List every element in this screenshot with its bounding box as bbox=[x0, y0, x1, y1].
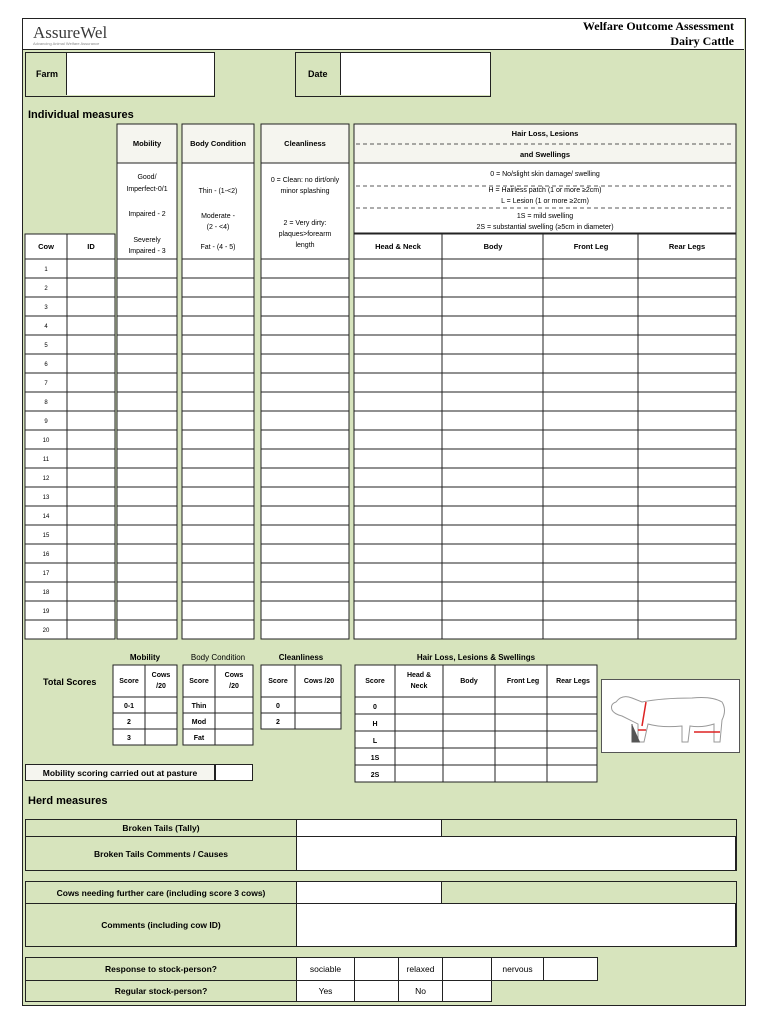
cow-number: 20 bbox=[42, 628, 50, 634]
front-leg-col-header: Front Leg bbox=[573, 242, 609, 251]
cl-key-1: 0 = Clean: no dirt/only bbox=[270, 177, 340, 184]
totals-hair-count-cell[interactable] bbox=[443, 731, 495, 748]
mobility-key-2: Imperfect-0/1 bbox=[126, 186, 168, 193]
totals-clean-score-label: 0 bbox=[276, 703, 280, 710]
totals-hair-count-cell[interactable] bbox=[547, 731, 597, 748]
hair-loss-header-2: and Swellings bbox=[519, 150, 571, 159]
cow-number: 4 bbox=[44, 324, 48, 330]
mob-cows-header-1: Cows bbox=[151, 672, 171, 679]
totals-hair-count-cell[interactable] bbox=[495, 714, 547, 731]
totals-body-count-cell[interactable] bbox=[215, 729, 253, 745]
totals-hair-score-label: H bbox=[372, 721, 378, 728]
totals-body-count-cell[interactable] bbox=[215, 713, 253, 729]
hair-key-5: 2S = substantial swelling (≥5cm in diameter) bbox=[476, 224, 614, 231]
totals-hair-count-cell[interactable] bbox=[547, 714, 597, 731]
cow-col-header: Cow bbox=[38, 242, 54, 251]
cow-number: 16 bbox=[42, 552, 50, 558]
totals-hair-count-cell[interactable] bbox=[495, 697, 547, 714]
cow-number: 2 bbox=[44, 286, 48, 292]
cl-score-header: Score bbox=[268, 678, 288, 685]
pasture-field[interactable] bbox=[215, 764, 253, 781]
rear-legs-col-header: Rear Legs bbox=[668, 242, 706, 251]
totals-hair-header-cell bbox=[395, 665, 443, 697]
totals-hair-count-cell[interactable] bbox=[443, 748, 495, 765]
totals-hair-count-cell[interactable] bbox=[547, 748, 597, 765]
totals-hair-count-cell[interactable] bbox=[395, 731, 443, 748]
cow-number: 15 bbox=[42, 533, 50, 539]
comments-field[interactable] bbox=[296, 903, 736, 947]
broken-tails-comments-label: Broken Tails Comments / Causes bbox=[25, 836, 297, 871]
totals-hair-score-label: L bbox=[372, 738, 378, 745]
totals-hair-score-label: 0 bbox=[373, 704, 377, 711]
relaxed-label: relaxed bbox=[398, 957, 443, 981]
cow-diagram-image bbox=[601, 679, 740, 753]
mobility-key-5: Impaired - 3 bbox=[128, 248, 166, 255]
totals-hair-count-cell[interactable] bbox=[395, 748, 443, 765]
totals-hair-score-label: 1S bbox=[370, 755, 380, 762]
totals-body-score-label: Fat bbox=[193, 735, 205, 742]
hair-key-2: H = Hairless patch (1 or more ≥2cm) bbox=[488, 187, 602, 194]
cleanliness-header: Cleanliness bbox=[284, 139, 326, 148]
hair-head-header-2: Neck bbox=[410, 683, 428, 690]
mob-cows-header-2: /20 bbox=[156, 683, 166, 690]
pasture-label: Mobility scoring carried out at pasture bbox=[25, 764, 215, 781]
assurewel-logo: AssureWel bbox=[33, 23, 108, 42]
bc-key-2: Moderate - bbox=[201, 213, 235, 220]
totals-hair-count-cell[interactable] bbox=[547, 765, 597, 782]
cow-number: 7 bbox=[44, 381, 48, 387]
totals-hair-count-cell[interactable] bbox=[443, 697, 495, 714]
bc-score-header: Score bbox=[189, 678, 209, 685]
mobility-key-4: Severely bbox=[133, 237, 161, 244]
totals-body-count-cell[interactable] bbox=[215, 697, 253, 713]
body-condition-header: Body Condition bbox=[190, 139, 246, 148]
bc-key-1: Thin - (1-<2) bbox=[198, 188, 238, 195]
cow-number: 1 bbox=[44, 267, 48, 273]
cl-key-5: length bbox=[295, 242, 315, 249]
totals-mobility-score-label: 2 bbox=[127, 719, 131, 726]
cl-key-2: minor splashing bbox=[280, 188, 330, 195]
date-label: Date bbox=[308, 69, 328, 79]
totals-mobility-count-cell[interactable] bbox=[145, 713, 177, 729]
totals-body-title: Body Condition bbox=[190, 653, 246, 662]
yes-label: Yes bbox=[296, 980, 355, 1002]
cow-number: 8 bbox=[44, 400, 48, 406]
hair-body-header: Body bbox=[460, 678, 478, 685]
totals-clean-title: Cleanliness bbox=[278, 653, 324, 662]
totals-hair-count-cell[interactable] bbox=[443, 714, 495, 731]
cow-number: 18 bbox=[42, 590, 50, 596]
cow-number: 12 bbox=[42, 476, 50, 482]
response-label: Response to stock-person? bbox=[25, 957, 297, 981]
bc-cows-header-2: /20 bbox=[229, 683, 239, 690]
regular-label: Regular stock-person? bbox=[25, 980, 297, 1002]
farm-label: Farm bbox=[36, 69, 59, 79]
bc-key-4: Fat - (4 - 5) bbox=[200, 244, 236, 251]
head-neck-col-header: Head & Neck bbox=[375, 242, 421, 251]
nervous-field[interactable] bbox=[543, 957, 598, 981]
hair-loss-header-1: Hair Loss, Lesions bbox=[511, 129, 579, 138]
totals-hair-count-cell[interactable] bbox=[495, 765, 547, 782]
cl-key-3: 2 = Very dirty: bbox=[283, 220, 327, 227]
totals-clean-count-cell[interactable] bbox=[295, 697, 341, 713]
totals-hair-count-cell[interactable] bbox=[395, 765, 443, 782]
sociable-field[interactable] bbox=[354, 957, 399, 981]
cow-number: 19 bbox=[42, 609, 50, 615]
sociable-label: sociable bbox=[296, 957, 355, 981]
mobility-header: Mobility bbox=[132, 139, 162, 148]
body-col-header: Body bbox=[483, 242, 503, 251]
cl-cows-header: Cows /20 bbox=[303, 678, 335, 685]
mob-score-header: Score bbox=[119, 678, 139, 685]
no-label: No bbox=[398, 980, 443, 1002]
id-col-header: ID bbox=[87, 242, 95, 251]
hair-front-header: Front Leg bbox=[506, 678, 540, 685]
totals-hair-title: Hair Loss, Lesions & Swellings bbox=[416, 653, 536, 662]
totals-clean-score-label: 2 bbox=[276, 719, 280, 726]
totals-hair-count-cell[interactable] bbox=[395, 714, 443, 731]
hair-rear-header: Rear Legs bbox=[556, 678, 590, 685]
cl-key-4: plaques>forearm bbox=[278, 231, 332, 238]
cow-number: 6 bbox=[44, 362, 48, 368]
totals-hair-count-cell[interactable] bbox=[443, 765, 495, 782]
hair-score-header: Score bbox=[365, 678, 385, 685]
further-care-field[interactable] bbox=[296, 881, 442, 904]
bc-cows-header-1: Cows bbox=[224, 672, 244, 679]
form-title: Welfare Outcome Assessment Dairy Cattle bbox=[582, 19, 734, 48]
totals-mobility-header-cell bbox=[145, 665, 177, 697]
cow-number: 17 bbox=[42, 571, 50, 577]
hair-head-header-1: Head & bbox=[406, 672, 432, 679]
totals-body-score-label: Mod bbox=[191, 719, 207, 726]
totals-mobility-count-cell[interactable] bbox=[145, 697, 177, 713]
individual-measures-title: Individual measures bbox=[28, 109, 134, 121]
cow-number: 10 bbox=[42, 438, 50, 444]
assessment-form bbox=[22, 18, 746, 1006]
comments-label: Comments (including cow ID) bbox=[25, 903, 297, 947]
no-field[interactable] bbox=[442, 980, 492, 1002]
totals-mobility-title: Mobility bbox=[129, 653, 161, 662]
totals-mobility-count-cell[interactable] bbox=[145, 729, 177, 745]
totals-clean-count-cell[interactable] bbox=[295, 713, 341, 729]
further-care-block bbox=[25, 881, 737, 947]
total-scores-label: Total Scores bbox=[43, 677, 97, 687]
cow-number: 14 bbox=[42, 514, 50, 520]
totals-mobility-score-label: 0-1 bbox=[123, 703, 135, 710]
hair-key-1: 0 = No/slight skin damage/ swelling bbox=[490, 171, 600, 178]
totals-body-header-cell bbox=[215, 665, 253, 697]
totals-hair-count-cell[interactable] bbox=[495, 748, 547, 765]
totals-hair-count-cell[interactable] bbox=[395, 697, 443, 714]
cow-number: 3 bbox=[44, 305, 48, 311]
totals-body-score-label: Thin bbox=[191, 703, 207, 710]
cow-number: 13 bbox=[42, 495, 50, 501]
broken-tails-block bbox=[25, 819, 737, 871]
herd-measures-title: Herd measures bbox=[28, 795, 108, 807]
broken-tails-tally-label: Broken Tails (Tally) bbox=[25, 819, 297, 837]
mobility-key-1: Good/ bbox=[137, 174, 157, 181]
yes-field[interactable] bbox=[354, 980, 399, 1002]
broken-tails-comments-field[interactable] bbox=[296, 836, 736, 871]
totals-mobility-score-label: 3 bbox=[127, 735, 131, 742]
totals-hair-count-cell[interactable] bbox=[547, 697, 597, 714]
totals-hair-count-cell[interactable] bbox=[495, 731, 547, 748]
cow-number: 11 bbox=[42, 457, 50, 463]
hair-key-3: L = Lesion (1 or more ≥2cm) bbox=[501, 198, 589, 205]
relaxed-field[interactable] bbox=[442, 957, 492, 981]
logo-tagline: Advancing Animal Welfare Assurance bbox=[33, 41, 100, 46]
nervous-label: nervous bbox=[491, 957, 544, 981]
broken-tails-tally-field[interactable] bbox=[296, 819, 442, 837]
cow-number: 9 bbox=[44, 419, 48, 425]
hair-key-4: 1S = mild swelling bbox=[516, 213, 574, 220]
mobility-key-3: Impaired - 2 bbox=[128, 211, 166, 218]
bc-key-3: (2 - <4) bbox=[206, 224, 230, 231]
cow-number: 5 bbox=[44, 343, 48, 349]
totals-hair-score-label: 2S bbox=[370, 772, 380, 779]
further-care-label: Cows needing further care (including score 3 cows) bbox=[25, 881, 297, 904]
